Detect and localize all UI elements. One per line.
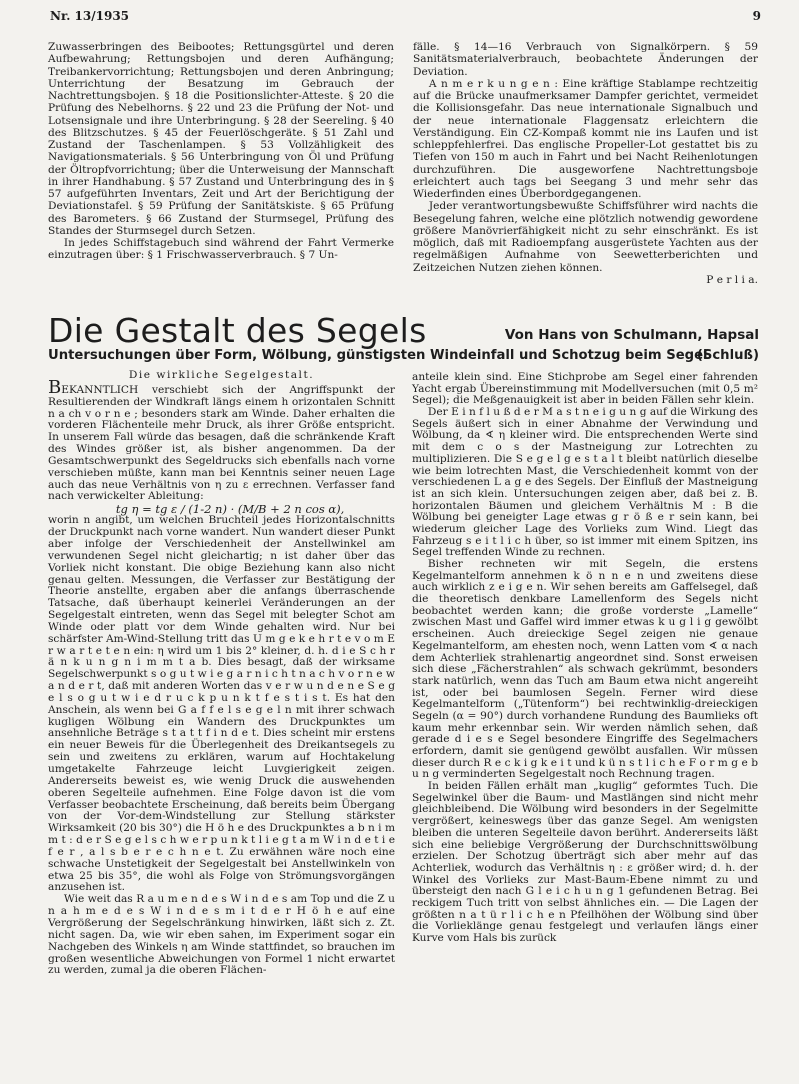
author-signature: P e r l i a. — [706, 273, 758, 286]
article-title: Die Gestalt des Segels — [48, 311, 427, 350]
paragraph: Wie weit das R a u m e n d e s W i n d e s am Top und die Z u n a h m e d e s W i n d e s m i t d e r H ö h e auf eine Vergrößerung der Segelschränkung hinwirken, läßt sich z. Zt. nicht sagen. Da, wie wir eben sahen, im Experiment sogar ein Nachgeben des Winkels η am Winde stattfindet, so brauchen im großen wesentliche Abweichungen von Formel 1 nicht erwartet zu werden, zumal ja die oberen Flächen- — [48, 893, 395, 977]
paragraph-text: EKANNTLICH verschiebt sich der Angriffspunkt der Resultierenden der Windkraft längs einem h orizontalen Schnitt n a ch v o r n e ; besonders stark am Winde. Daher erhalten die vorderen Flächenteile mehr Druck, als ihrer Größe entspricht. In unserem Fall würde das besagen, daß die schränkende Kraft des Windes größer ist, als bisher angenommen. Da der Gesamtschwerpunkt des Segeldrucks sich ebenfalls nach vorne verschieben müßte, kann man bei Kenntnis seiner neuen Lage auch das neue Verhältnis von η zu ε errechnen. Verfasser fand nach verwickelter Ableitung: — [48, 383, 395, 503]
paragraph: In jedes Schiffstagebuch sind während der Fahrt Vermerke einzutragen über: § 1 Frischwasserverbrauch. § 7 Un- — [48, 237, 394, 262]
drop-cap: B — [48, 376, 62, 398]
previous-article-left-column — [48, 41, 394, 262]
continuation-marker: (Schluß) — [696, 348, 759, 363]
previous-article-right-column — [413, 41, 758, 286]
article-right-column — [412, 372, 758, 945]
paragraph: Bisher rechneten wir mit Segeln, die erstens Kegelmantelform annehmen k ö n n e n und zweitens diese auch wirklich z e i g e n. Wir sehen bereits am Gaffelsegel, daß die theoretisch denkbare Lamellenform des Segels nicht beobachtet werden kann; die große vorderste „Lamelle“ zwischen Mast und Gaffel wird immer etwas k u g l i g gewölbt erscheinen. Auch dreieckige Segel zeigen nie genaue Kegelmantelform, am ehesten noch, wenn Latten vom ∢ α nach dem Achterliek strahlenartig angeordnet sind. Sonst erweisen sich diese „Fächerstrahlen“ als schwach gekrümmt, besonders stark natürlich, wenn das Tuch am Baum etwa nicht angereiht ist, oder bei baumlosen Segeln. Ferner wird diese Kegelmantelform („Tütenform“) bei rechtwinklig-dreieckigen Segeln (α = 90°) durch vorhandene Rundung des Baumlieks oft kaum mehr erkennbar sein. Wir werden nämlich sehen, daß gerade d i e s e Segel besondere Eingriffe des Segelmachers erfordern, damit sie genügend gewölbt ausfallen. Wir müssen dieser durch R e c k i g k e i t und k ü n s t l i c h e F o r m g e b u n g verminderten Segelgestalt noch Rechnung tragen. — [412, 558, 758, 781]
section-heading: Die wirkliche Segelgestalt. — [128, 369, 315, 381]
page-number: 9 — [752, 9, 761, 23]
formula: tg η = tg ε / (1-2 n) · (M/B + 2 n cos α), — [115, 502, 345, 517]
paragraph: Zuwasserbringen des Beibootes; Rettungsgürtel und deren Aufbewahrung; Rettungsbojen und deren Aufhängung; Treibankervorrichtung; Rettungsbojen und deren Anbringung; Unterrichtung der Besatzung im Gebrauch der Nachtrettungsbojen. § 18 die Positionslichter-Atteste. § 20 die Prüfung des Nebelhorns. § 22 und 23 die Prüfung der Not- und Lotsensignale und ihre Unterbringung. § 28 der Seereling. § 40 des Blitzschutzes. § 45 der Feuerlöschgeräte. § 51 Zahl und Zustand der Taschenlampen. § 53 Vollzähligkeit des Navigationsmaterials. § 56 Unterbringung von Öl und Prüfung der Öltropfvorrichtung; über die Unterweisung der Mannschaft in ihrer Handhabung. § 57 Zustand und Unterbringung des in § 57 aufgeführten Inventars, Zeit und Art der Berichtigung der Deviationstafel. § 59 Prüfung der Sanitätskiste. § 65 Prüfung des Barometers. § 66 Zustand der Sturmsegel, Prüfung des Standes der Sturmsegel durch Setzen. — [48, 41, 394, 237]
paragraph: fälle. § 14—16 Verbrauch von Signalkörpern. § 59 Sanitätsmaterialverbrauch, beobachtete Änderungen der Deviation. — [413, 41, 758, 78]
article-left-column — [48, 370, 395, 977]
paragraph — [48, 376, 395, 503]
paragraph: A n m e r k u n g e n : Eine kräftige Stablampe rechtzeitig auf die Brücke unaufmerksamer Dampfer gerichtet, vermeidet die Kollisionsgefahr. Das neue internationale Signalbuch und der neue internationale Flaggensatz erleichtern die Verständigung. Ein CZ-Kompaß kommt nie ins Laufen und ist schleppfehlerfrei. Das englische Propeller-Lot gestattet bis zu Tiefen von 150 m auch in Fahrt und bei Nacht Reihenlotungen durchzuführen. Die ausgeworfene Nachtrettungsboje erleichtert auch tags bei Seegang 3 und mehr sehr das Wiederfinden eines Überbordgegangenen. — [413, 77, 758, 200]
paragraph: anteile klein sind. Eine Stichprobe am Segel einer fahrenden Yacht ergab Übereinstimmung mit Modellversuchen (mit 0,5 m² Segel); die Meßgenauigkeit ist aber in beiden Fällen sehr klein. — [412, 371, 758, 407]
paragraph: Jeder verantwortungsbewußte Schiffsführer wird nachts die Besegelung fahren, welche eine plötzlich notwendig gewordene größere Manövrierfähigkeit nicht zu sehr einschränkt. Es ist möglich, daß mit Radioempfang ausgerüstete Yachten aus der regelmäßigen Aufnahme von Seewetterberichten und Zeitzeichen Nutzen ziehen können. — [413, 200, 758, 274]
paragraph: worin n angibt, um welchen Bruchteil jedes Horizontalschnitts der Druckpunkt nach vorne wandert. Nun wandert dieser Punkt aber infolge der Verschiedenheit der Anstellwinkel am verwundenen Segel nicht gleichartig; n ist daher über das Vorliek nicht konstant. Die obige Beziehung kann also nicht genau gelten. Messungen, die Verfasser zur Bestätigung der Theorie anstellte, ergaben aber die anfangs überraschende Tatsache, daß überhaupt keinerlei Veränderungen an der Segelgestalt eintreten, wenn das Segel mit belegter Schot am Winde oder platt vor dem Winde gehalten wird. Nur bei schärfster Am-Wind-Stellung tritt das U m g e k e h r t e v o m E r w a r t e t e n ein: η wird um 1 bis 2° kleiner, d. h. d i e S c h r ä n k u n g n i m m t a b. Dies besagt, daß der wirksame Segelschwerpunkt s o g u t w i e g a r n i c h t n a c h v o r n e w a n d e r t, daß mit anderen Worten das v e r w u n d e n e S e g e l s o g u t w i e d r u c k p u n k t f e s t i s t. Es hat den Anschein, als wenn bei G a f f e l s e g e l n mit ihrer schwach kugligen Wölbung ein Wandern des Druckpunktes um ansehnliche Beträge s t a t t f i n d e t. Dies scheint mir erstens ein neuer Beweis für die Überlegenheit des Dreikantsegels zu sein und zweitens zu erklären, warum auf Hochtakelung umgetakelte Fahrzeuge leicht Luvgierigkeit zeigen. Andererseits beweist es, wie wenig Druck die auswehenden oberen Segelteile aufnehmen. Eine Folge davon ist die vom Verfasser beobachtete Erscheinung, daß bereits beim Übergang von der Vor-dem-Windstellung zur Stellung stärkster Wirksamkeit (20 bis 30°) die H ö h e des Druckpunktes a b n i m m t : d e r S e g e l s c h w e r p u n k t l i e g t a m W i n d e t i e f e r , a l s b e r e c h n e t. Zu erwähnen wäre noch eine schwache Unstetigkeit der Segelgestalt bei Anstellwinkeln von etwa 25 bis 35°, die wohl als Folge von Strömungsvorgängen anzusehen ist. — [48, 514, 395, 894]
paragraph: Der E i n f l u ß d e r M a s t n e i g u n g auf die Wirkung des Segels äußert sich in einer Abnahme der Verwindung und Wölbung, da ∢ η kleiner wird. Die entsprechenden Werte sind mit dem c o s der Mastneigung zur Lotrechten zu multiplizieren. Die S e g e l g e s t a l t bleibt natürlich dieselbe wie beim lotrechten Mast, die Verschiedenheit kommt von der verschiedenen L a g e des Segels. Der Einfluß der Mastneigung ist an sich klein. Untersuchungen zeigen aber, daß bei z. B. horizontalen Bäumen und gleichem Verhältnis M : B die Wölbung bei geneigter Lage etwas g r ö ß e r sein kann, bei wiederum gleicher Lage des Vorlieks zum Wind. Liegt das Fahrzeug s e i t l i c h über, so ist immer mit einem Spitzen, ins Segel treffenden Winde zu rechnen. — [412, 406, 758, 559]
paragraph: In beiden Fällen erhält man „kuglig“ geformtes Tuch. Die Segelwinkel über die Baum- und Mastlängen sind nicht mehr gleichbleibend. Die Wölbung wird besonders in der Segelmitte vergrößert, keineswegs über das ganze Segel. Am wenigsten bleiben die unteren Segelteile davon berührt. Andererseits läßt sich eine beliebige Vergrößerung der Durchschnittswölbung erzielen. Der Schotzug überträgt sich aber mehr auf das Achterliek, wodurch das Verhältnis η : ε größer wird; d. h. der Winkel des Vorlieks zur Mast-Baum-Ebene nimmt zu und übersteigt den nach G l e i c h u n g 1 gefundenen Betrag. Bei reckigem Tuch tritt von selbst ähnliches ein. — Die Lagen der größten n a t ü r l i c h e n Pfeilhöhen der Wölbung sind über die Vorlieklänge genau festgelegt und verlaufen längs einer Kurve vom Hals bis zurück — [412, 780, 758, 944]
article-byline: Von Hans von Schulmann, Hapsal — [504, 327, 759, 343]
article-subtitle: Untersuchungen über Form, Wölbung, günstigsten Windeinfall und Schotzug beim Segel — [48, 348, 708, 363]
issue-number: Nr. 13/1935 — [50, 9, 130, 23]
